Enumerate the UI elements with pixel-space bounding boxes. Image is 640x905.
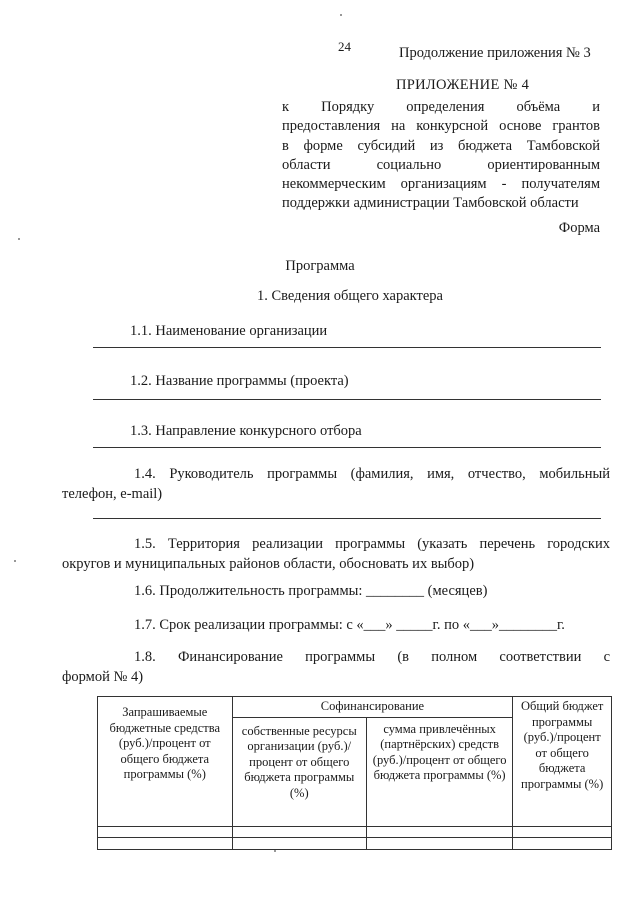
program-title: Программа (285, 258, 355, 274)
own-resources-cell[interactable] (232, 826, 366, 837)
requested-funds-cell[interactable] (98, 837, 233, 849)
field-program-manager: 1.4. Руководитель программы (фамилия, имя, отчество, мобильный телефон, e-mail) (62, 466, 610, 502)
partner-funds-cell[interactable] (366, 826, 512, 837)
field-territory: 1.5. Территория реализации программы (указать перечень городских округов и муниципальных районов области, обосновать их выбор) (62, 536, 610, 572)
own-resources-cell[interactable] (232, 837, 366, 849)
appendix-line: некоммерческим организациям - получателям (282, 176, 600, 193)
appendix-line: к Порядку определения объёма и (282, 99, 600, 115)
field-program-name: 1.2. Название программы (проекта) (130, 373, 349, 389)
appendix-line: в форме субсидий из бюджета Тамбовской (282, 137, 600, 154)
field-organization-name: 1.1. Наименование организации (130, 323, 328, 339)
scan-speck (14, 560, 16, 562)
partner-funds-cell[interactable] (366, 837, 512, 849)
scan-speck (274, 850, 276, 852)
program-name-line[interactable] (93, 399, 601, 400)
total-budget-cell[interactable] (513, 837, 612, 849)
financing-table (97, 696, 612, 850)
continuation-note: Продолжение приложения № 3 (399, 45, 591, 61)
appendix-reference (282, 98, 600, 214)
field-duration[interactable]: 1.6. Продолжительность программы: ________ (месяцев) (134, 583, 488, 599)
partner-funds-header: сумма привлечённых (партнёрских) средств (руб.)/процент от общего бюджета программы (%) (366, 717, 512, 826)
program-manager-line[interactable] (93, 518, 601, 519)
field-competition-direction: 1.3. Направление конкурсного отбора (130, 423, 362, 439)
scan-speck (18, 238, 20, 240)
form-label: Форма (558, 220, 600, 236)
requested-funds-cell[interactable] (98, 826, 233, 837)
field-financing: 1.8. Финансирование программы (в полном соответствии с формой № 4) (62, 649, 610, 685)
cofinancing-header: Софинансирование (232, 697, 513, 718)
requested-funds-header: Запрашиваемые бюджетные средства (руб.)/процент от общего бюджета программы (%) (98, 697, 233, 827)
section-title: 1. Сведения общего характера (257, 288, 443, 304)
appendix-line: поддержки администрации Тамбовской области (282, 195, 579, 212)
own-resources-header: собственные ресурсы организации (руб.)/процент от общего бюджета программы (%) (232, 717, 366, 826)
field-implementation-period[interactable]: 1.7. Срок реализации программы: с «___» _____г. по «___»________г. (134, 617, 565, 633)
scan-speck (340, 14, 342, 16)
appendix-line: предоставления на конкурсной основе грантов (282, 118, 600, 135)
appendix-line: области социально ориентированным (282, 156, 600, 173)
competition-direction-line[interactable] (93, 447, 601, 448)
page-number: 24 (338, 39, 351, 54)
total-budget-cell[interactable] (513, 826, 612, 837)
appendix-title: ПРИЛОЖЕНИЕ № 4 (396, 77, 530, 93)
total-budget-header: Общий бюджет программы (руб.)/процент от общего бюджета программы (%) (513, 697, 612, 827)
organization-name-line[interactable] (93, 347, 601, 348)
